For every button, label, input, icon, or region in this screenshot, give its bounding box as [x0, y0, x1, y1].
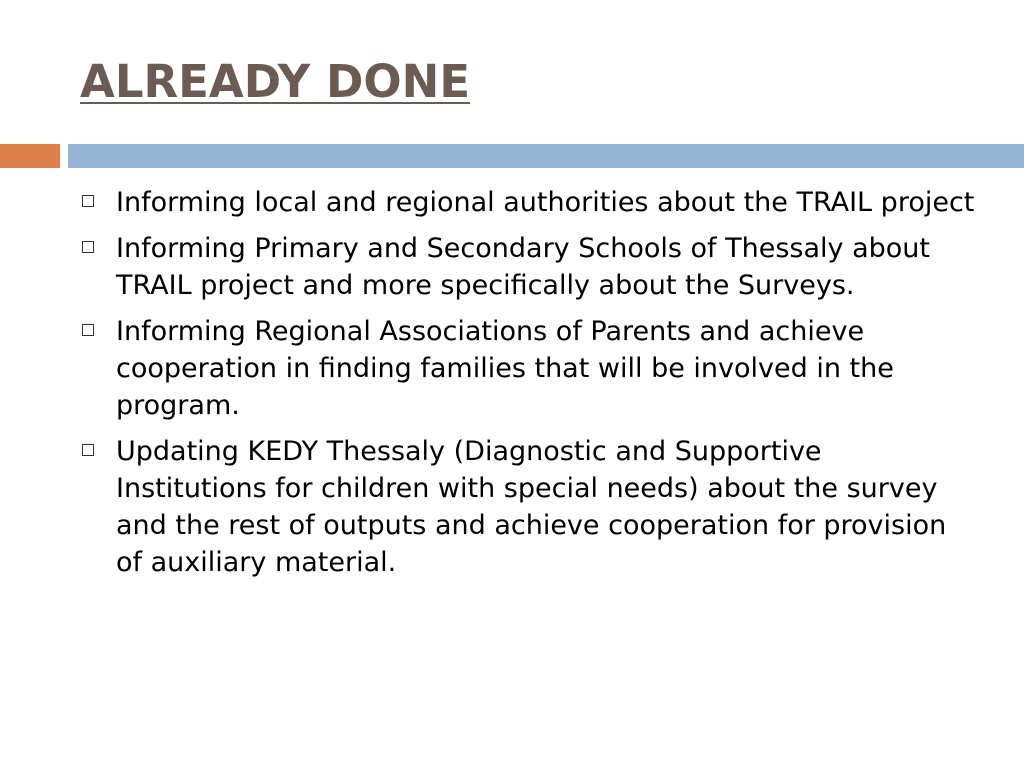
bullet-list	[80, 184, 980, 590]
bullet-text-3: Informing Regional Associations of Parents and achieve cooperation in finding families that will be involved in the program.	[116, 316, 894, 421]
bullet-text-2: Informing Primary and Secondary Schools of Thessaly about TRAIL project and more specifically about the Surveys.	[116, 233, 930, 301]
bullet-item-2	[80, 230, 980, 304]
square-bullet-icon	[82, 324, 94, 336]
accent-bar-orange	[0, 144, 60, 168]
square-bullet-icon	[82, 241, 94, 253]
bullet-item-3	[80, 313, 980, 424]
square-bullet-icon	[82, 444, 94, 456]
slide-title: ALREADY DONE	[80, 55, 471, 108]
bullet-text-4: Updating KEDY Thessaly (Diagnostic and Supportive Institutions for children with special needs) about the survey and the rest of outputs and achieve cooperation for provision of auxiliary material.	[116, 436, 947, 578]
bullet-item-1	[80, 184, 980, 221]
square-bullet-icon	[82, 195, 94, 207]
accent-bar-blue	[68, 144, 1024, 168]
bullet-text-1: Informing local and regional authorities about the TRAIL project	[116, 187, 975, 218]
bullet-item-4	[80, 433, 980, 581]
